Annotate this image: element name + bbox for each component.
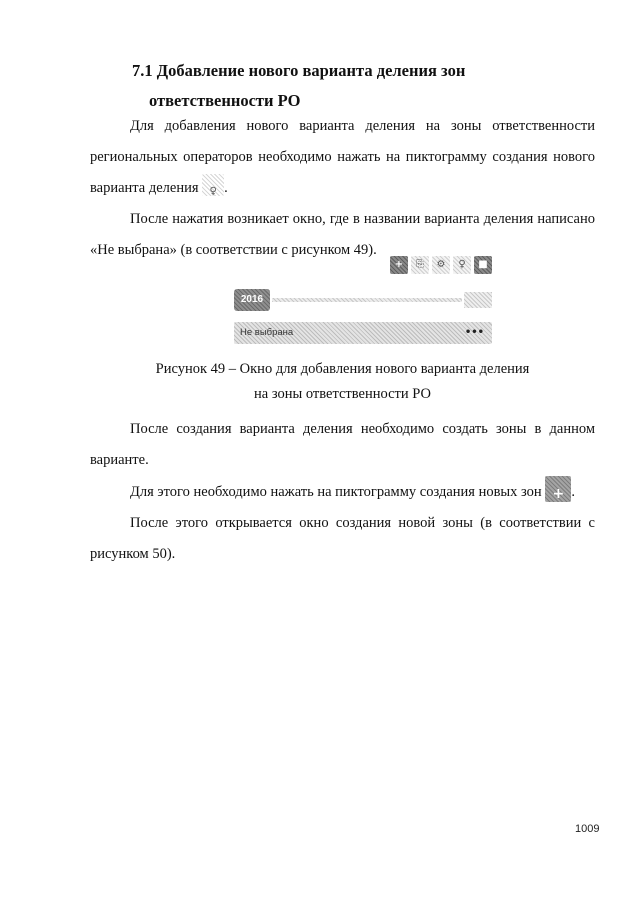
plus-icon[interactable]: +	[390, 256, 408, 274]
year-timeline	[234, 289, 492, 311]
more-options-icon[interactable]: •••	[464, 327, 484, 338]
lightbulb-icon: ♀	[202, 174, 224, 196]
figure-caption	[90, 357, 595, 407]
paragraph-3	[90, 414, 595, 476]
paragraph-4	[90, 476, 595, 508]
paragraph-1-text: Для добавления нового варианта деления на зоны ответственности региональных операторов необходимо нажать на пиктограмму создания нового варианта деления	[90, 118, 595, 196]
paragraph-4-text: Для этого необходимо нажать на пиктограмму создания новых зон	[130, 484, 542, 500]
paragraph-5-text: После этого открывается окно создания новой зоны (в соответствии с рисунком 50).	[90, 515, 595, 562]
copy-icon[interactable]: ⎘	[411, 256, 429, 274]
heading-line-2: ответственности РО	[149, 91, 301, 110]
paragraph-5	[90, 508, 595, 570]
paragraph-1-end: .	[224, 180, 228, 196]
heading-line-1: 7.1 Добавление нового варианта деления зон	[132, 61, 466, 80]
paragraph-4-end: .	[571, 484, 575, 500]
figure-49-window	[230, 252, 496, 348]
paragraph-3-text: После создания варианта деления необходимо создать зоны в данном варианте.	[90, 421, 595, 468]
page-number: 1009	[575, 823, 600, 835]
figure-toolbar	[390, 256, 492, 276]
lightbulb-icon[interactable]: ♀	[453, 256, 471, 274]
plus-icon: +	[545, 476, 571, 502]
square-icon[interactable]: ■	[474, 256, 492, 274]
paragraph-2-text: После нажатия возникает окно, где в названии варианта деления написано «Не выбрана» (в соответствии с рисунком 49).	[90, 211, 595, 258]
timeline-end	[464, 292, 492, 308]
caption-line-2: на зоны ответственности РО	[254, 386, 431, 402]
variant-row[interactable]	[234, 322, 492, 344]
section-heading	[132, 56, 572, 116]
paragraph-1	[90, 111, 595, 204]
settings-icon[interactable]: ⚙	[432, 256, 450, 274]
caption-line-1: Рисунок 49 – Окно для добавления нового варианта деления	[155, 361, 530, 377]
variant-name: Не выбрана	[240, 327, 294, 338]
timeline-track	[272, 298, 462, 302]
year-badge[interactable]: 2016	[234, 289, 270, 311]
